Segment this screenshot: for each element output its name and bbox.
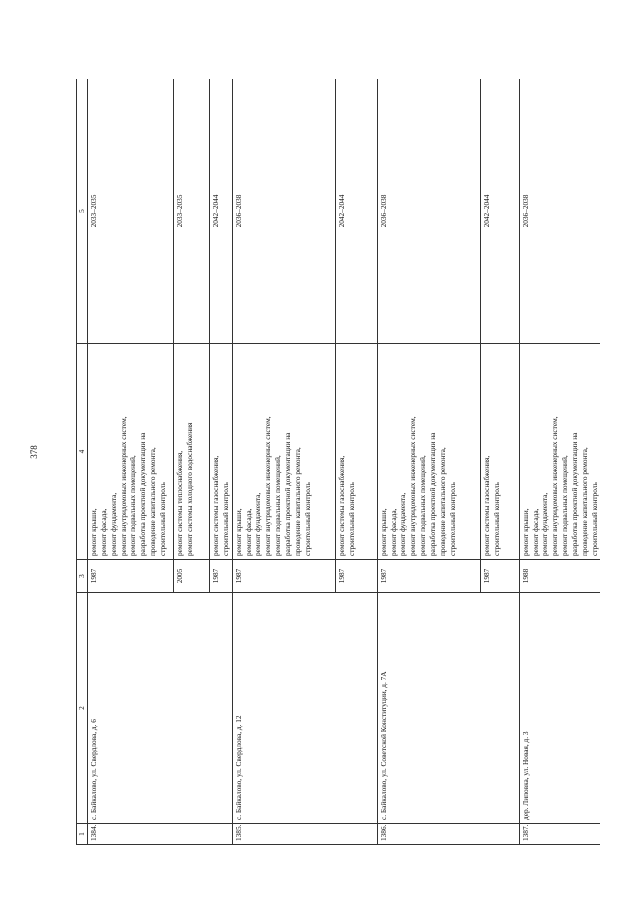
build-year: 1987 (335, 560, 377, 593)
repair-period: 2033–2035 (88, 79, 174, 344)
header-cell-4: 4 (77, 344, 88, 560)
repair-work-line: строительный контроль (491, 482, 501, 556)
repair-work-line: ремонт подвальных помещений, (560, 455, 570, 556)
repair-works (335, 344, 377, 560)
repair-schedule-table (76, 79, 600, 845)
build-year: 2005 (174, 560, 210, 593)
repair-period: 2036–2038 (377, 79, 480, 344)
repair-work-line: ремонт фундамента, (398, 492, 408, 556)
repair-work-line: строительный контроль (302, 482, 312, 556)
repair-work-line: ремонт системы газоснабжения, (211, 455, 220, 556)
repair-work-line: проведение капитального ремонта, (437, 447, 447, 556)
table-row (88, 79, 174, 845)
repair-works (210, 344, 233, 560)
build-year: 1987 (480, 560, 519, 593)
repair-work-line: ремонт системы газоснабжения, (481, 455, 491, 556)
repair-work-line: ремонт подвальных помещений, (128, 455, 138, 556)
repair-works (232, 344, 335, 560)
repair-period: 2042–2044 (480, 79, 519, 344)
repair-work-line: ремонт фундамента, (253, 492, 263, 556)
repair-work-line: проведение капитального ремонта, (292, 447, 302, 556)
repair-works (174, 344, 210, 560)
repair-work-line: строительный контроль (157, 482, 167, 556)
repair-work-line: ремонт внутридомовых инженерных систем, (118, 416, 128, 556)
repair-work-line: ремонт подвальных помещений, (418, 455, 428, 556)
build-year: 1987 (377, 560, 480, 593)
repair-work-line: ремонт внутридомовых инженерных систем, (408, 416, 418, 556)
row-number: 1386. (377, 824, 519, 845)
header-cell-5: 5 (77, 79, 88, 344)
repair-period: 2042–2044 (335, 79, 377, 344)
repair-work-line: строительный контроль (589, 482, 599, 556)
repair-work-line: разработка проектной документации на (282, 432, 292, 556)
repair-works (519, 344, 600, 560)
repair-period: 2036–2038 (232, 79, 335, 344)
header-cell-3: 3 (77, 560, 88, 593)
repair-work-line: ремонт крыши, (520, 508, 530, 556)
table-body (77, 79, 601, 845)
row-number: 1387. (519, 824, 600, 845)
table-container (76, 79, 600, 845)
table-row (232, 79, 335, 845)
repair-work-line: ремонт внутридомовых инженерных систем, (550, 416, 560, 556)
build-year: 1987 (210, 560, 233, 593)
building-address: с. Байкалово, ул. Советской Конституции, д. 7А (377, 593, 519, 824)
repair-works (480, 344, 519, 560)
building-address: с. Байкалово, ул. Свердлова, д. 12 (232, 593, 377, 824)
repair-work-line: ремонт подвальных помещений, (273, 455, 283, 556)
repair-work-line: ремонт системы холодного водоснабжения (184, 422, 194, 556)
row-number: 1385. (232, 824, 377, 845)
repair-work-line: ремонт фасада, (243, 508, 253, 556)
repair-work-line: разработка проектной документации на (569, 432, 579, 556)
repair-period: 2036–2038 (519, 79, 600, 344)
table-row (519, 79, 600, 845)
repair-work-line: проведение капитального ремонта, (579, 447, 589, 556)
repair-work-line: ремонт фасада, (98, 508, 108, 556)
table-row (377, 79, 480, 845)
repair-work-line: ремонт фундамента, (540, 492, 550, 556)
build-year: 1988 (519, 560, 600, 593)
building-address: дер. Липовка, ул. Новая, д. 3 (519, 593, 600, 824)
repair-work-line: ремонт крыши, (233, 508, 243, 556)
header-cell-2: 2 (77, 593, 88, 824)
header-cell-1: 1 (77, 824, 88, 845)
build-year: 1987 (88, 560, 174, 593)
repair-works (377, 344, 480, 560)
repair-period: 2042–2044 (210, 79, 233, 344)
repair-work-line: ремонт крыши, (89, 508, 98, 556)
build-year: 1987 (232, 560, 335, 593)
repair-work-line: строительный контроль (447, 482, 457, 556)
repair-work-line: ремонт крыши, (378, 508, 388, 556)
row-number: 1384. (88, 824, 233, 845)
repair-work-line: ремонт фундамента, (108, 492, 118, 556)
repair-work-line: строительный контроль (220, 482, 230, 556)
repair-works (88, 344, 174, 560)
repair-work-line: разработка проектной документации на (427, 432, 437, 556)
repair-work-line: проведение капитального ремонта, (148, 447, 158, 556)
repair-work-line: ремонт системы теплоснабжения, (175, 450, 184, 556)
repair-work-line: ремонт фасада, (388, 508, 398, 556)
repair-work-line: строительный контроль (346, 482, 356, 556)
building-address: с. Байкалово, ул. Свердлова, д. 6 (88, 593, 233, 824)
header-row (77, 79, 88, 845)
repair-period: 2033–2035 (174, 79, 210, 344)
repair-work-line: разработка проектной документации на (138, 432, 148, 556)
page-number: 378 (29, 445, 39, 459)
repair-work-line: ремонт фасада, (530, 508, 540, 556)
repair-work-line: ремонт системы газоснабжения, (336, 455, 346, 556)
rotated-table-frame (76, 79, 600, 845)
repair-work-line: ремонт внутридомовых инженерных систем, (263, 416, 273, 556)
